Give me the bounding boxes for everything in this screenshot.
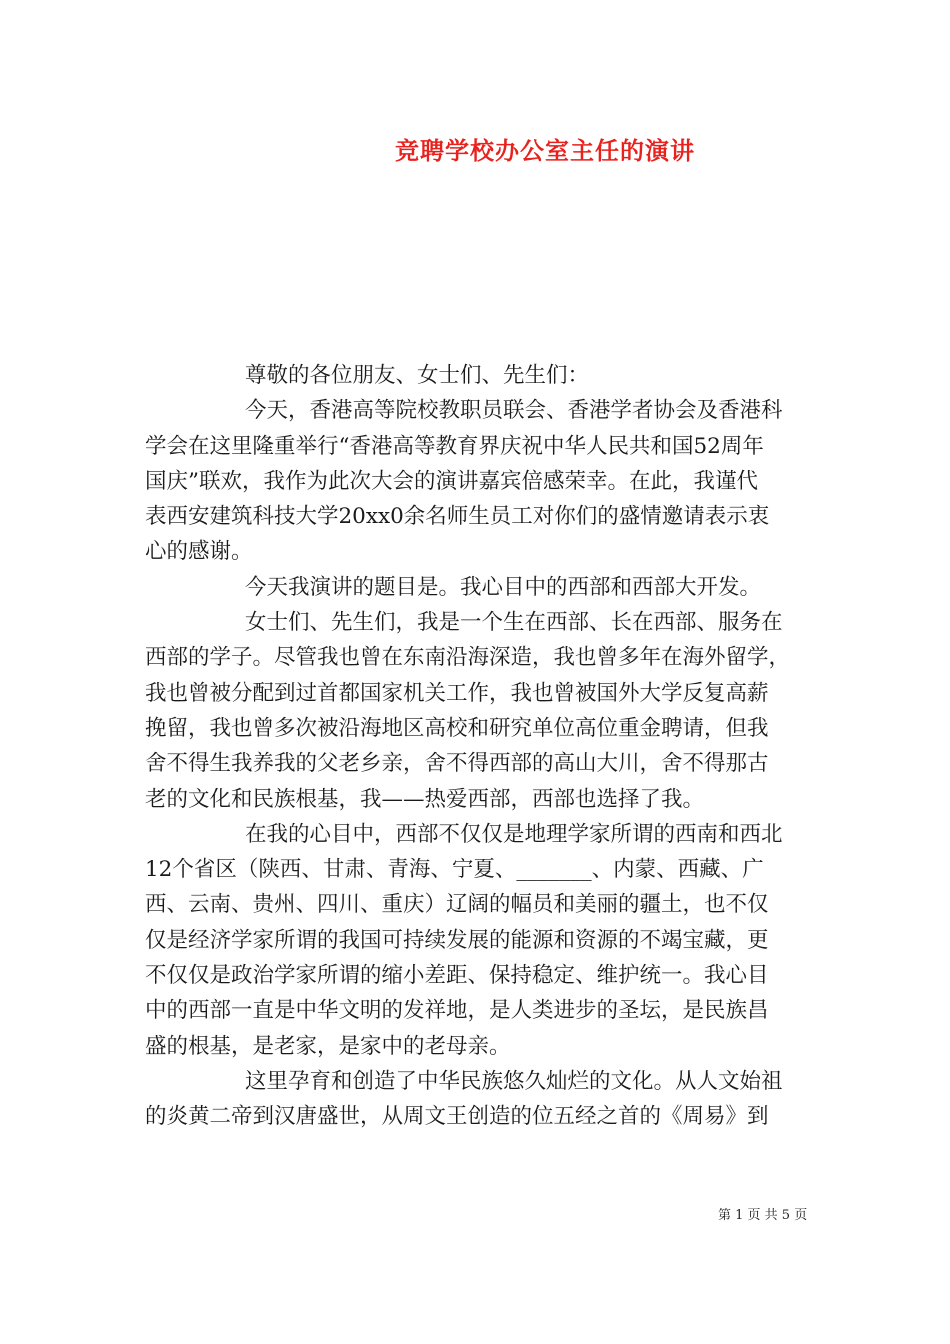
text-line: 学会在这里隆重举行“香港高等教育界庆祝中华人民共和国52周年 <box>145 433 764 459</box>
paragraph <box>145 1064 805 1135</box>
document-title: 竞聘学校办公室主任的演讲 <box>395 136 695 165</box>
text-line: 今天，香港高等院校教职员联会、香港学者协会及香港科 <box>245 398 783 424</box>
text-line: 表西安建筑科技大学20xx0余名师生员工对你们的盛情邀请表示衷 <box>145 504 770 530</box>
text-line: 西部的学子。尽管我也曾在东南沿海深造，我也曾多年在海外留学， <box>145 645 791 671</box>
paragraph <box>145 605 805 817</box>
text-line: 12个省区（陕西、甘肃、青海、宁夏、_______、内蒙、西藏、广 <box>145 857 764 883</box>
text-line: 女士们、先生们，我是一个生在西部、长在西部、服务在 <box>245 610 783 636</box>
text-line: 我也曾被分配到过首都国家机关工作，我也曾被国外大学反复高薪 <box>145 680 769 706</box>
text-line: 舍不得生我养我的父老乡亲，舍不得西部的高山大川，舍不得那古 <box>145 751 769 777</box>
page-footer: 第 1 页 共 5 页 <box>718 1208 808 1223</box>
text-line: 老的文化和民族根基，我——热爱西部，西部也选择了我。 <box>145 786 705 812</box>
text-line: 中的西部一直是中华文明的发祥地，是人类进步的圣坛，是民族昌 <box>145 998 769 1024</box>
text-line: 这里孕育和创造了中华民族悠久灿烂的文化。从人文始祖 <box>245 1068 783 1094</box>
text-line: 尊敬的各位朋友、女士们、先生们： <box>245 363 590 388</box>
text-line: 西、云南、贵州、四川、重庆）辽阔的幅员和美丽的疆土，也不仅 <box>145 892 769 918</box>
text-line: 国庆”联欢，我作为此次大会的演讲嘉宾倍感荣幸。在此，我谨代 <box>145 468 758 494</box>
text-line: 不仅仅是政治学家所谓的缩小差距、保持稳定、维护统一。我心目 <box>145 963 769 989</box>
text-line: 今天我演讲的题目是。我心目中的西部和西部大开发。 <box>245 574 762 600</box>
text-line: 的炎黄二帝到汉唐盛世，从周文王创造的位五经之首的《周易》到 <box>145 1104 769 1130</box>
paragraph <box>145 817 805 1064</box>
text-line: 在我的心目中，西部不仅仅是地理学家所谓的西南和西北 <box>245 821 783 847</box>
paragraph <box>145 570 805 605</box>
text-line: 心的感谢。 <box>145 539 253 565</box>
text-line: 盛的根基，是老家，是家中的老母亲。 <box>145 1033 511 1059</box>
paragraph <box>145 393 805 569</box>
document-body <box>145 358 805 1135</box>
text-line: 仅是经济学家所谓的我国可持续发展的能源和资源的不竭宝藏，更 <box>145 927 769 953</box>
text-line: 挽留，我也曾多次被沿海地区高校和研究单位高位重金聘请，但我 <box>145 715 769 741</box>
paragraph <box>145 358 805 393</box>
